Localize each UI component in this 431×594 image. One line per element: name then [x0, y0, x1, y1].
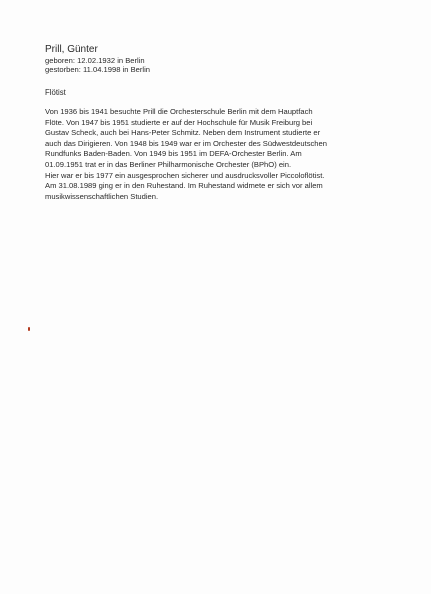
biography-line: Flöte. Von 1947 bis 1951 studierte er auf der Hochschule für Musik Freiburg bei: [45, 117, 313, 127]
biography-line: Von 1936 bis 1941 besuchte Prill die Orchesterschule Berlin mit dem Hauptfach: [45, 107, 313, 116]
biography-line: Am 31.08.1989 ging er in den Ruhestand. Im Ruhestand widmete er sich vor allem: [45, 181, 323, 191]
biography-line: 01.09.1951 trat er in das Berliner Philharmonische Orchester (BPhO) ein.: [45, 159, 292, 169]
biography-line: Hier war er bis 1977 ein ausgesprochen sicherer und ausdrucksvoller Piccoloflötist.: [45, 170, 325, 180]
ink-speck: [28, 327, 30, 331]
birth-info: geboren: 12.02.1932 in Berlin: [45, 56, 145, 65]
biography-line: musikwissenschaftlichen Studien.: [45, 191, 159, 201]
biography-line: Gustav Scheck, auch bei Hans-Peter Schmitz. Neben dem Instrument studierte er: [45, 128, 321, 138]
biography-line: auch das Dirigieren. Von 1948 bis 1949 war er im Orchester des Südwestdeutschen: [45, 138, 327, 148]
biography: [45, 107, 385, 202]
document-content: [45, 44, 385, 202]
biography-line: Rundfunks Baden-Baden. Von 1949 bis 1951 im DEFA-Orchester Berlin. Am: [45, 149, 302, 159]
death-info: gestorben: 11.04.1998 in Berlin: [45, 65, 150, 74]
person-name: Prill, Günter: [45, 44, 98, 55]
profession: Flötist: [45, 88, 66, 97]
